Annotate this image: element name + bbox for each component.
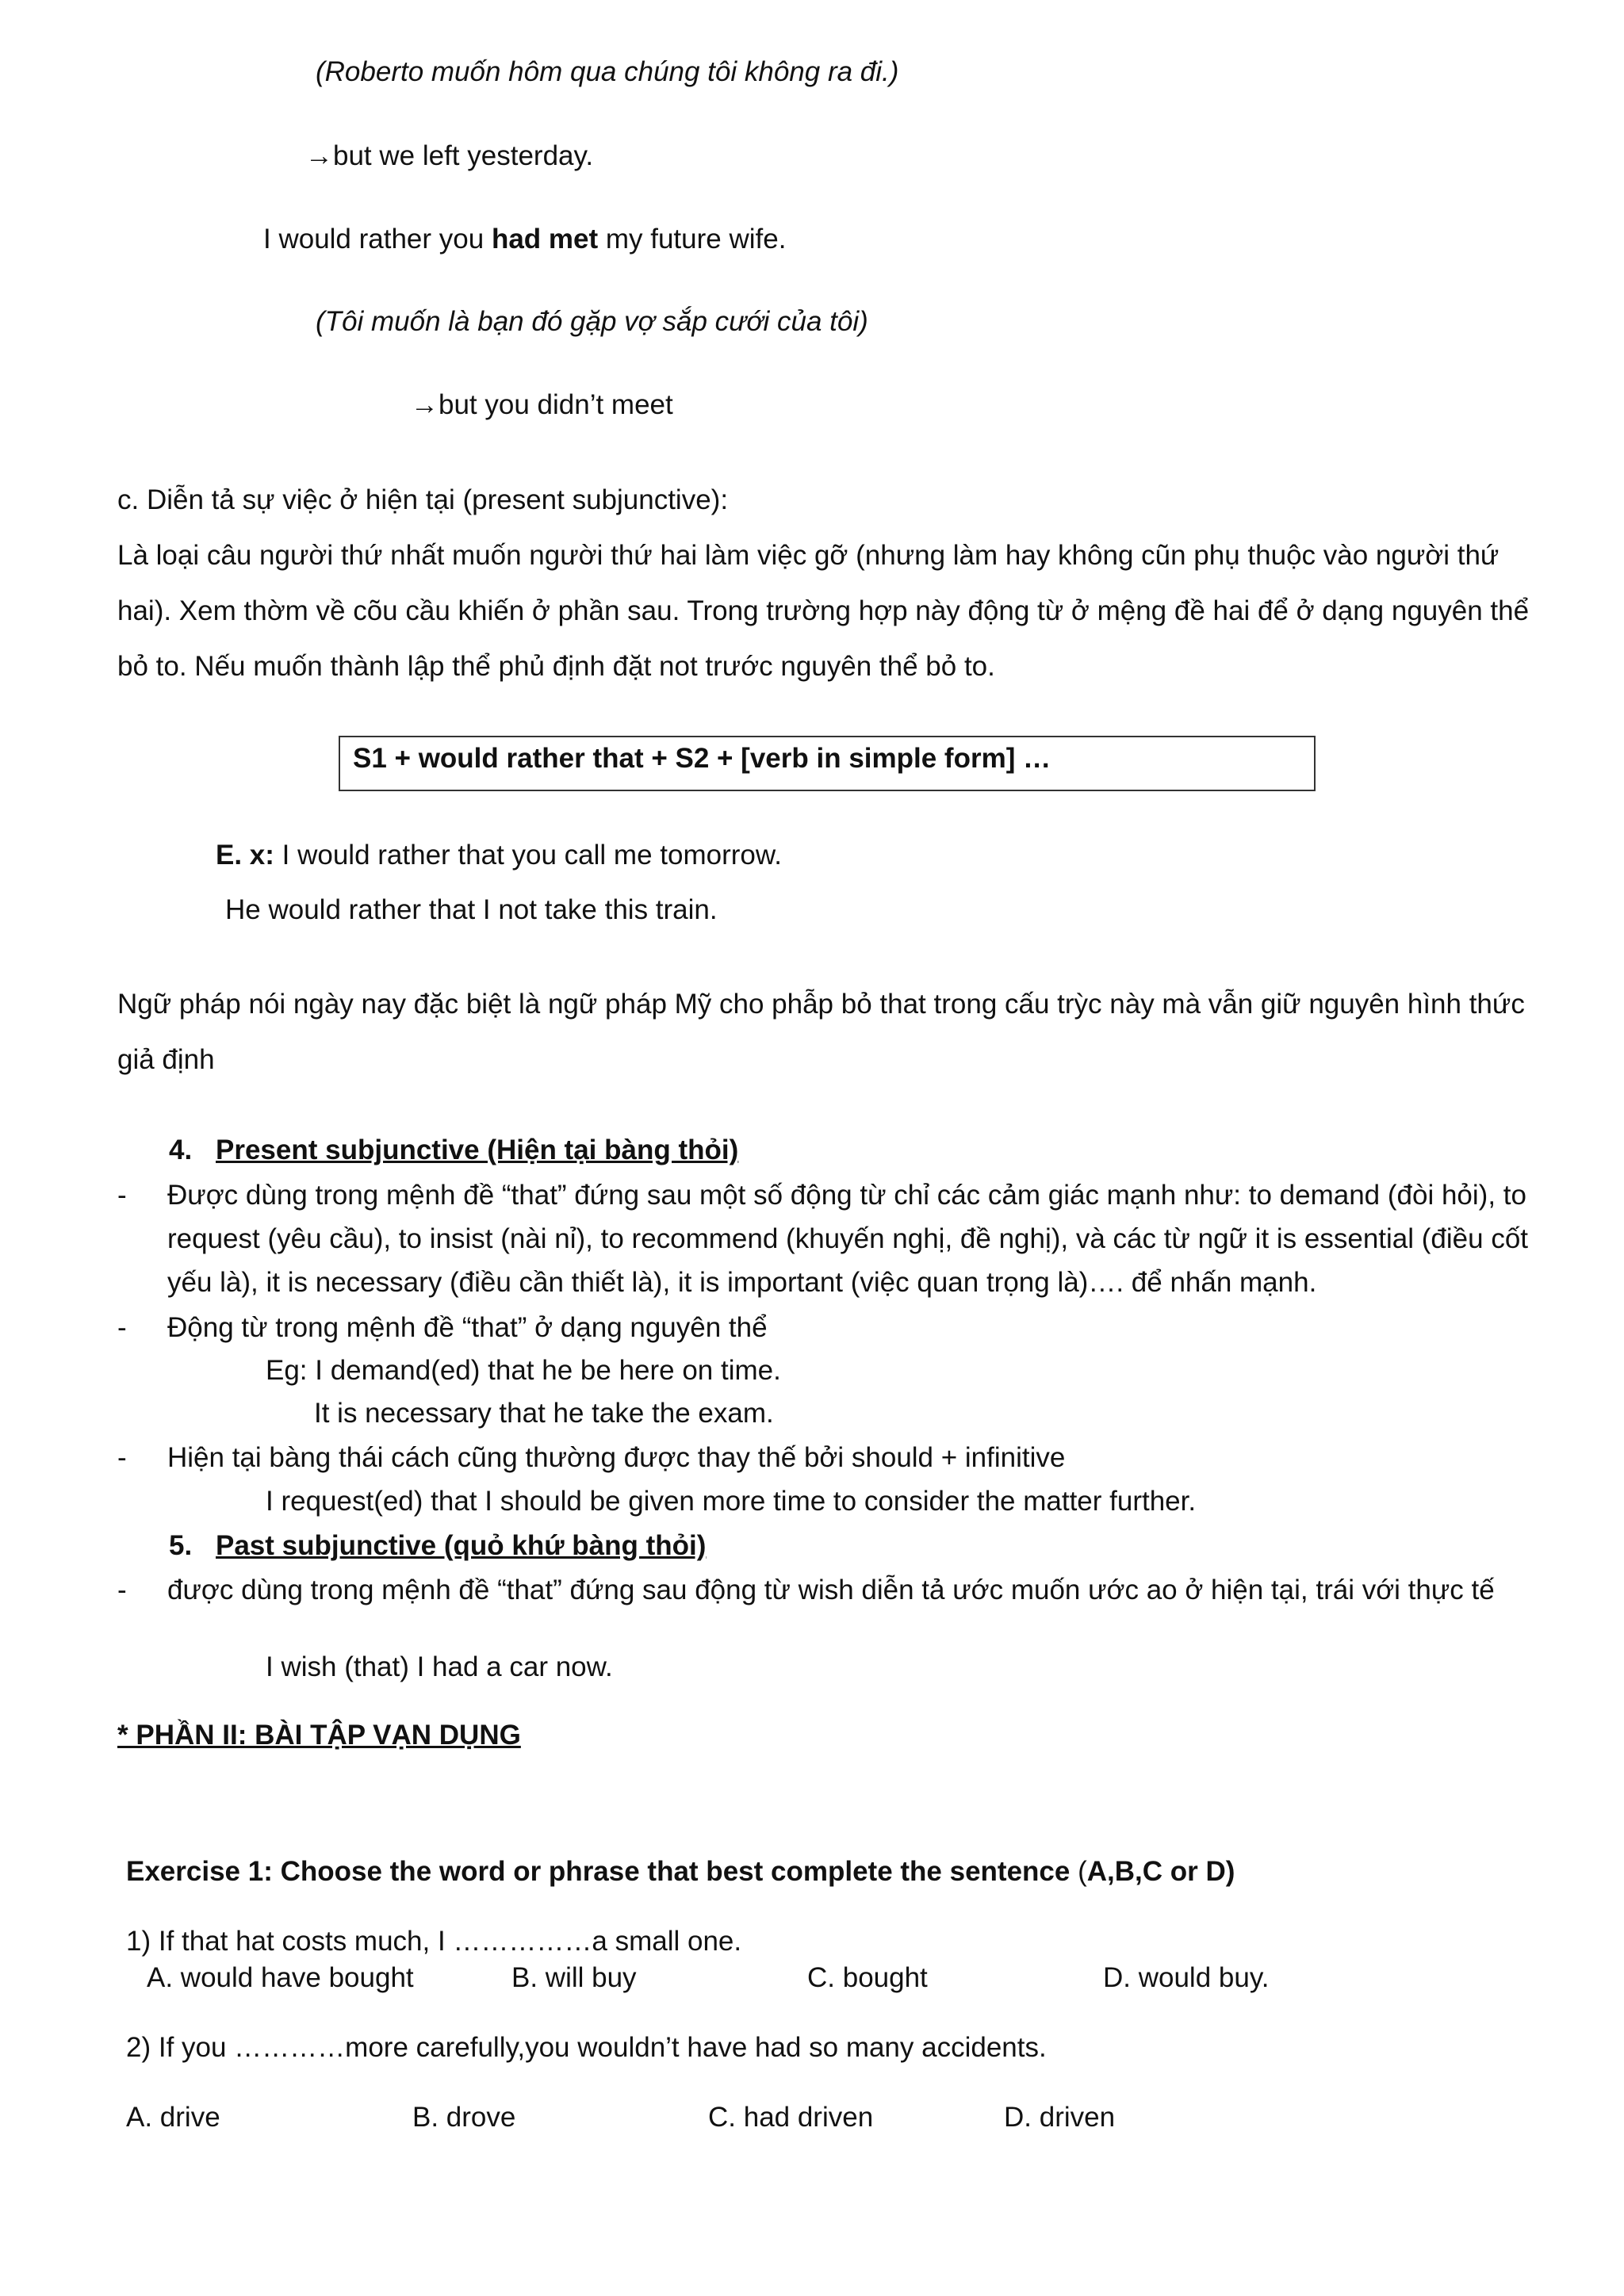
- section-4-bullet-3: Hiện tại bàng thái cách cũng thường được thay thế bởi should + infinitive: [167, 1442, 1066, 1473]
- question-1: 1) If that hat costs much, I ……………a small one.: [126, 1926, 742, 1957]
- section-4-eg-1: Eg: I demand(ed) that he be here on time.: [266, 1355, 781, 1386]
- section-5-number: 5.: [169, 1530, 193, 1561]
- exercise-1-title-paren: (: [1070, 1856, 1087, 1887]
- section-4-eg-3: I request(ed) that I should be given more time to consider the matter further.: [266, 1486, 1197, 1517]
- q2-option-c: C. had driven: [708, 2102, 874, 2133]
- section-4-bullet-2: Động từ trong mệnh đề “that” ở dạng nguyên thể: [167, 1312, 768, 1343]
- exercise-1-title-options: A,B,C or D): [1086, 1856, 1235, 1887]
- section-5-eg: I wish (that) I had a car now.: [266, 1651, 613, 1682]
- met-example: [263, 223, 786, 256]
- example-2: He would rather that I not take this train.: [225, 894, 718, 925]
- section-c-para-line-3: bỏ to. Nếu muốn thành lập thể phủ định đặt not trước nguyên thể bỏ to.: [117, 651, 995, 682]
- section-4-bullet-1-line-2: request (yêu cầu), to insist (nài nỉ), to recommend (khuyến nghị, đề nghị), và các từ ngữ it is essential (điều cốt: [167, 1223, 1529, 1254]
- section-5-title: Past subjunctive (quỏ khứ bàng thỏi): [216, 1530, 707, 1561]
- q2-option-d: D. driven: [1004, 2102, 1116, 2133]
- section-5-bullet-1: được dùng trong mệnh đề “that” đứng sau động từ wish diễn tả ước muốn ước ao ở hiện tại, trái với thực tế: [167, 1575, 1495, 1605]
- question-2: 2) If you …………more carefully,you wouldn’t have had so many accidents.: [126, 2032, 1047, 2063]
- example-1: [216, 839, 782, 872]
- example-1-text: I would rather that you call me tomorrow.: [274, 840, 782, 871]
- formula-box: [339, 736, 1316, 791]
- exercise-1-title: [126, 1855, 1235, 1888]
- section-c-heading: c. Diễn tả sự việc ở hiện tại (present subjunctive):: [117, 484, 729, 515]
- example-label: E. x:: [216, 840, 274, 871]
- q1-option-d: D. would buy.: [1103, 1962, 1270, 1993]
- section-c-para-line-1: Là loại câu người thứ nhất muốn người thứ hai làm việc gỡ (nhưng làm hay không cũn phụ thuộc vào người thứ: [117, 540, 1500, 571]
- section-4-bullet-1-line-3: yếu là), it is necessary (điều cần thiết là), it is important (việc quan trọng là)…. để nhấn mạnh.: [167, 1267, 1317, 1298]
- q1-option-c: C. bought: [807, 1962, 928, 1993]
- bullet-dash: -: [117, 1575, 127, 1605]
- section-c-para-line-2: hai). Xem thờm về cõu cầu khiến ở phần sau. Trong trường hợp này động từ ở mệng đề hai để ở dạng nguyên thể: [117, 595, 1530, 626]
- met-example-bold: had met: [491, 224, 599, 254]
- note-line-1: Ngữ pháp nói ngày nay đặc biệt là ngữ pháp Mỹ cho phẫp bỏ that trong cấu trỳc này mà vẫn giữ nguyên hình thức: [117, 989, 1525, 1020]
- bullet-dash: -: [117, 1312, 127, 1343]
- note-line-2: giả định: [117, 1044, 215, 1075]
- exercise-1-title-bold: Exercise 1: Choose the word or phrase that best complete the sentence: [126, 1856, 1071, 1887]
- roberto-translation: (Roberto muốn hôm qua chúng tôi không ra đi.): [316, 56, 899, 87]
- section-4-title: Present subjunctive (Hiện tại bàng thỏi): [216, 1135, 739, 1165]
- bullet-dash: -: [117, 1442, 127, 1473]
- formula-text: S1 + would rather that + S2 + [verb in simple form] …: [353, 743, 1051, 774]
- section-4-eg-2: It is necessary that he take the exam.: [314, 1398, 774, 1429]
- met-translation: (Tôi muốn là bạn đó gặp vợ sắp cưới của tôi): [316, 306, 868, 337]
- section-4-number: 4.: [169, 1135, 193, 1165]
- bullet-dash: -: [117, 1180, 127, 1211]
- met-example-post: my future wife.: [598, 224, 787, 254]
- q1-option-b: B. will buy: [511, 1962, 637, 1993]
- q2-option-b: B. drove: [412, 2102, 516, 2133]
- q2-option-a: A. drive: [126, 2102, 220, 2133]
- part-2-heading: * PHẦN II: BÀI TẬP VẠN DỤNG: [117, 1720, 521, 1751]
- section-4-bullet-1-line-1: Được dùng trong mệnh đề “that” đứng sau một số động từ chỉ các cảm giác mạnh như: to demand (đòi hỏi), to: [167, 1180, 1526, 1211]
- met-arrow-note: →but you didn’t meet: [411, 389, 673, 420]
- roberto-arrow-note: →but we left yesterday.: [305, 140, 594, 171]
- q1-option-a: A. would have bought: [147, 1962, 414, 1993]
- met-example-pre: I would rather you: [263, 224, 492, 254]
